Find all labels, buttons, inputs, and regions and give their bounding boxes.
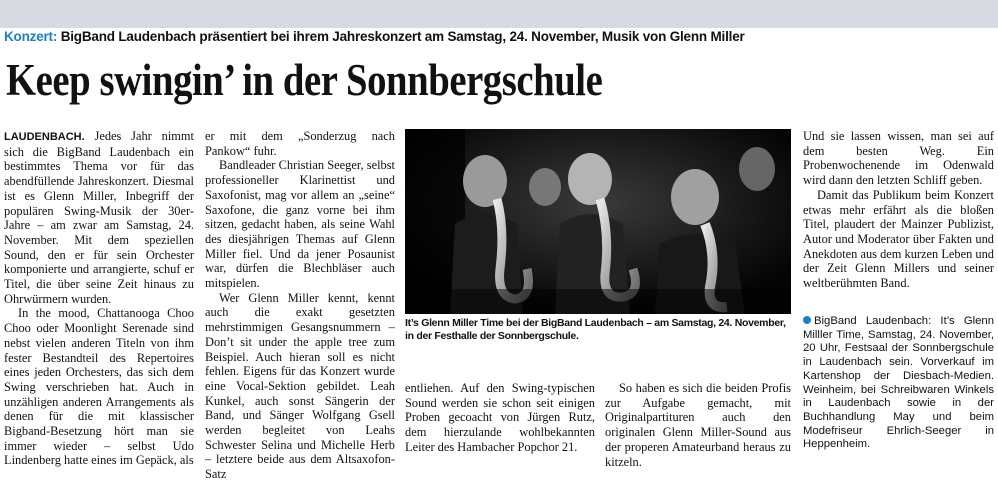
photo-caption: It’s Glenn Miller Time bei der BigBand Laudenbach – am Samstag, 24. November, in der Festhalle der Sonnbergschule.: [405, 317, 786, 342]
kicker-text: BigBand Laudenbach präsentiert bei ihrem Jahreskonzert am Samstag, 24. November, Musik von Glenn Miller: [57, 29, 745, 44]
kicker-label: Konzert:: [4, 29, 58, 44]
column-5: [803, 129, 994, 291]
band-photo: [405, 129, 791, 314]
bullet-icon: [803, 316, 811, 324]
saxophone-players-image: [405, 129, 791, 314]
paragraph-1: [4, 129, 194, 306]
paragraph-1-text: Jedes Jahr nimmt sich die BigBand Laudenbach ein bestimmtes Thema vor für das abendfüllende Jahreskonzert. Diesmal ist es Glenn Miller, Inbegriff der populären Swing-Musik der 30er-Jahre – am zwar am Samstag, 24. November. Mit dem speziellen Sound, den er für sein Orchester komponierte und arrangierte, schuf er Titel, die über seine Zeit hinaus zu Ohrwürmern wurden.: [4, 129, 194, 306]
column-1: [4, 129, 194, 468]
kicker-line: [4, 29, 745, 44]
info-box: [803, 315, 994, 452]
paragraph-9: Damit das Publikum beim Konzert etwas mehr erfährt als die bloßen Titel, plaudert der Mainzer Publizist, Autor und Moderator über Fakten und Anekdoten aus dem kurzen Leben und der Zeit Glenn Millers und seiner weltberühmten Band.: [803, 187, 994, 291]
paragraph-8: Und sie lassen wissen, man sei auf dem besten Weg. Ein Probenwochenende im Odenwald wird dann den letzten Schliff geben.: [803, 129, 994, 188]
info-text: BigBand Laudenbach: It’s Glenn Milller Time, Samstag, 24. November, 20 Uhr, Festsaal der Sonnbergschule in Laudenbach sein. Vorverkauf im Kartenshop der Diesbach-Medien. Weinheim, bei Schreibwaren Winkels in Laudenbach sowie in der Buchhandlung May und beim Modefriseur Ehrlich-Seeger in Heppenheim.: [803, 315, 994, 451]
paragraph-7: So haben es sich die beiden Profis zur Aufgabe gemacht, mit Originalpartituren auch den originalen Glenn Miller-Sound aus der properen Amateurband heraus zu kitzeln.: [605, 381, 791, 469]
paragraph-5: Wer Glenn Miller kennt, kennt auch die exakt gesetzten mehrstimmigen Gesangsnummern – Don’t sit under the apple tree zum Beispiel. Auch hieran soll es nicht fehlen. Eigens für das Konzert wurde eine Vocal-Sektion gebildet. Leah Kunkel, auch sonst Sängerin der Band, und Sänger Wolfgang Gsell werden begleitet von Leahs Schwester Selina und Michelle Herb – letztere beide aus dem Altsaxofon-Satz: [205, 290, 395, 482]
column-3: [405, 381, 595, 455]
paragraph-2: In the mood, Chattanooga Choo Choo oder Moonlight Serenade sind nebst vielen anderen Titeln von ihm fester Bestandteil des Repertoires eines jeden Orchesters, das sich dem Swing verschrieben hat. Auch in unzähligen anderen Arrangements als denen für die mit klassischer Bigband-Besetzung hört man sie immer wieder – selbst Udo Lindenberg hatte eines im Gepäck, als: [4, 306, 194, 468]
paragraph-4: Bandleader Christian Seeger, selbst professioneller Klarinettist und Saxofonist, mag vor allem an „seine“ Saxofone, die ganz vorne bei ihm sitzen, gedacht haben, als seine Wahl des diesjährigen Themas auf Glenn Miller fiel. Und da jener Posaunist war, dürfen die Blechbläser auch mitspielen.: [205, 158, 395, 291]
column-4: [605, 381, 791, 469]
headline: Keep swingin’ in der Sonnbergschule: [6, 55, 603, 105]
top-banner: [0, 0, 998, 28]
paragraph-6: entliehen. Auf den Swing-typischen Sound werden sie schon seit einigen Proben gecoacht von Jürgen Rutz, dem hierzulande wohlbekannten Leiter des Hambacher Popchor 21.: [405, 381, 595, 454]
column-2: [205, 129, 395, 482]
paragraph-3: er mit dem „Sonderzug nach Pankow“ fuhr.: [205, 129, 395, 158]
dateline: LAUDENBACH.: [4, 131, 85, 143]
